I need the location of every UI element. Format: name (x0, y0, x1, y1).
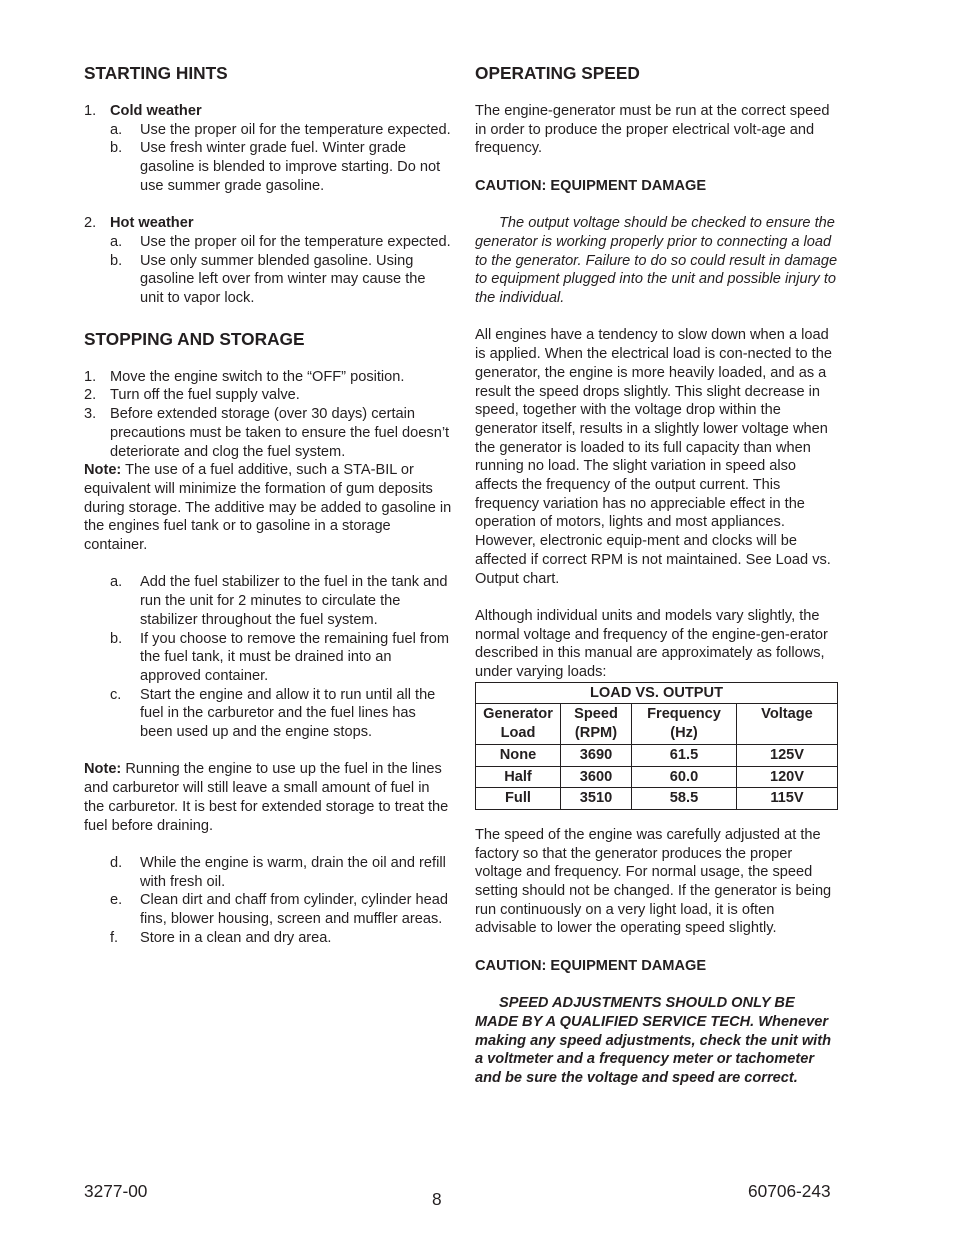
list-item (110, 854, 452, 891)
list-item (84, 368, 452, 387)
list-item (110, 686, 452, 742)
column-header (632, 704, 737, 744)
list-text: Use only summer blended gasoline. Using gasoline left over from winter may cause the unit to vapor lock. (140, 252, 426, 307)
list-letter: f. (110, 929, 119, 946)
table-header-row (476, 704, 838, 744)
list-letter: b. (110, 140, 123, 157)
table-cell: None (476, 744, 561, 766)
table-title: LOAD VS. OUTPUT (476, 682, 838, 704)
note-text: Running the engine to use up the fuel in the lines and carburetor will still leave a small amount of fuel in the carburetor. It is best for extended storage to treat the fuel before draining. (84, 761, 449, 834)
list-letter: a. (110, 121, 123, 138)
table-cell: 125V (737, 744, 838, 766)
list-item (110, 573, 452, 629)
list-text: Use fresh winter grade fuel. Winter grade gasoline is blended to improve starting. Do not use summer grade gasoline. (140, 140, 441, 194)
table-cell: 60.0 (632, 766, 737, 788)
list-letter: a. (110, 574, 123, 591)
list-text: Use the proper oil for the temperature expected. (140, 121, 451, 138)
intro-paragraph: The engine-generator must be run at the correct speed in order to produce the proper electrical volt-age and frequency. (475, 103, 830, 157)
table-cell: Half (476, 766, 561, 788)
header-line: (Hz) (670, 725, 698, 742)
list-letter: e. (110, 892, 123, 909)
column-header (476, 704, 561, 744)
footer-part-number: 60706-243 (748, 1181, 831, 1201)
list-number: 2. (84, 387, 97, 404)
table-cell: 115V (737, 788, 838, 810)
table-cell: 120V (737, 766, 838, 788)
list-text: If you choose to remove the remaining fuel from the fuel tank, it must be drained into an approved container. (140, 630, 450, 684)
list-item (84, 386, 452, 405)
fuel-additive-note (84, 461, 452, 555)
table-row (476, 766, 838, 788)
table-title-row (476, 682, 838, 704)
right-column (475, 62, 840, 1088)
list-number: 1. (84, 103, 97, 119)
list-text: Start the engine and allow it to run until all the fuel in the carburetor and the fuel lines has been used up and the engine stops. (140, 686, 436, 741)
list-text: Turn off the fuel supply valve. (110, 387, 300, 404)
starting-hints-heading: STARTING HINTS (84, 63, 228, 83)
table-cell: 58.5 (632, 788, 737, 810)
list-text: Use the proper oil for the temperature expected. (140, 233, 451, 250)
caution-heading: CAUTION: EQUIPMENT DAMAGE (475, 177, 707, 194)
list-text: Before extended storage (over 30 days) certain precautions must be taken to ensure the fuel doesn’t deteriorate and clog the fuel system. (110, 406, 450, 460)
factory-speed-paragraph: The speed of the engine was carefully adjusted at the factory so that the generator produces the proper voltage and frequency. For normal usage, the speed setting should not be changed. If the generator is being run continuously on a very light load, it is often advisable to lower the operating speed slightly. (475, 826, 832, 937)
table-row (476, 788, 838, 810)
list-item (110, 929, 452, 948)
load-output-table (475, 682, 838, 810)
variation-paragraph: Although individual units and models vary slightly, the normal voltage and frequency of the engine-gen-erator described in this manual are approximately as follows, under varying loads: (475, 607, 828, 681)
header-line: Voltage (761, 706, 813, 723)
list-item (110, 233, 452, 252)
list-title: Cold weather (110, 103, 202, 119)
list-item (84, 102, 452, 121)
table-row (476, 744, 838, 766)
list-item (84, 405, 452, 461)
table-cell: 3690 (561, 744, 632, 766)
list-number: 1. (84, 368, 97, 385)
caution-text: SPEED ADJUSTMENTS SHOULD ONLY BE MADE BY A QUALIFIED SERVICE TECH. Whenever making any speed adjustments, check the unit with a voltmeter and a frequency meter or tachometer and be sure the voltage and speed are correct. (475, 995, 832, 1087)
list-number: 3. (84, 406, 97, 423)
list-title: Hot weather (110, 215, 194, 232)
note-label: Note: (84, 462, 122, 479)
table-cell: 3600 (561, 766, 632, 788)
header-line (739, 724, 835, 743)
list-text: Add the fuel stabilizer to the fuel in the tank and run the unit for 2 minutes to circulate the stabilizer throughout the fuel system. (140, 574, 448, 628)
list-text: While the engine is warm, drain the oil and refill with fresh oil. (140, 854, 446, 890)
list-letter: b. (110, 630, 123, 647)
list-letter: a. (110, 233, 123, 250)
page-number: 8 (432, 1189, 442, 1209)
left-column (84, 62, 452, 947)
list-item (110, 630, 452, 686)
list-letter: b. (110, 252, 123, 269)
list-text: Store in a clean and dry area. (140, 929, 332, 946)
header-line: (RPM) (574, 725, 618, 742)
list-item (110, 252, 452, 308)
list-item (84, 214, 452, 233)
operating-speed-heading: OPERATING SPEED (475, 63, 640, 83)
list-letter: c. (110, 686, 122, 703)
fuel-drain-note (84, 760, 452, 835)
table-cell: 61.5 (632, 744, 737, 766)
caution-text: The output voltage should be checked to ensure the generator is working properly prior to connecting a load to the generator. Failure to do so could result in damage to equipment plugged into the unit and possible injury to the individual. (475, 215, 838, 306)
header-line: Load (500, 725, 536, 742)
table-cell: 3510 (561, 788, 632, 810)
header-line: Frequency (647, 706, 721, 723)
header-line: Generator (483, 706, 553, 723)
header-line: Speed (574, 706, 618, 723)
list-item (110, 891, 452, 928)
note-text: The use of a fuel additive, such a STA-BIL or equivalent will minimize the formation of gum deposits during storage. The additive may be added to gasoline in the engines fuel tank or to gasoline in a storage container. (84, 462, 452, 554)
footer-doc-number: 3277-00 (84, 1181, 148, 1201)
load-paragraph: All engines have a tendency to slow down when a load is applied. When the electrical load is con-nected to the generator, the engine is more heavily loaded, and as a result the speed drops slightly. This slight decrease in speed, together with the voltage drop within the generator itself, results in a slightly lower voltage when the generator is loaded to its full capacity than when running no load. The slight variation in speed also affects the frequency of the output current. This frequency variation has no appreciable effect in the operation of motors, lights and most appliances. However, electronic equip-ment and clocks will be affected if correct RPM is not maintained. See Load vs. Output chart. (475, 327, 832, 587)
caution-heading: CAUTION: EQUIPMENT DAMAGE (475, 957, 707, 974)
list-item (110, 121, 452, 140)
list-letter: d. (110, 854, 123, 871)
list-item (110, 139, 452, 195)
list-text: Move the engine switch to the “OFF” position. (110, 368, 405, 385)
column-header (561, 704, 632, 744)
list-text: Clean dirt and chaff from cylinder, cylinder head fins, blower housing, screen and muffler areas. (140, 892, 448, 928)
note-label: Note: (84, 761, 122, 778)
column-header (737, 704, 838, 744)
stopping-storage-heading: STOPPING AND STORAGE (84, 328, 305, 349)
list-number: 2. (84, 215, 97, 232)
table-cell: Full (476, 788, 561, 810)
